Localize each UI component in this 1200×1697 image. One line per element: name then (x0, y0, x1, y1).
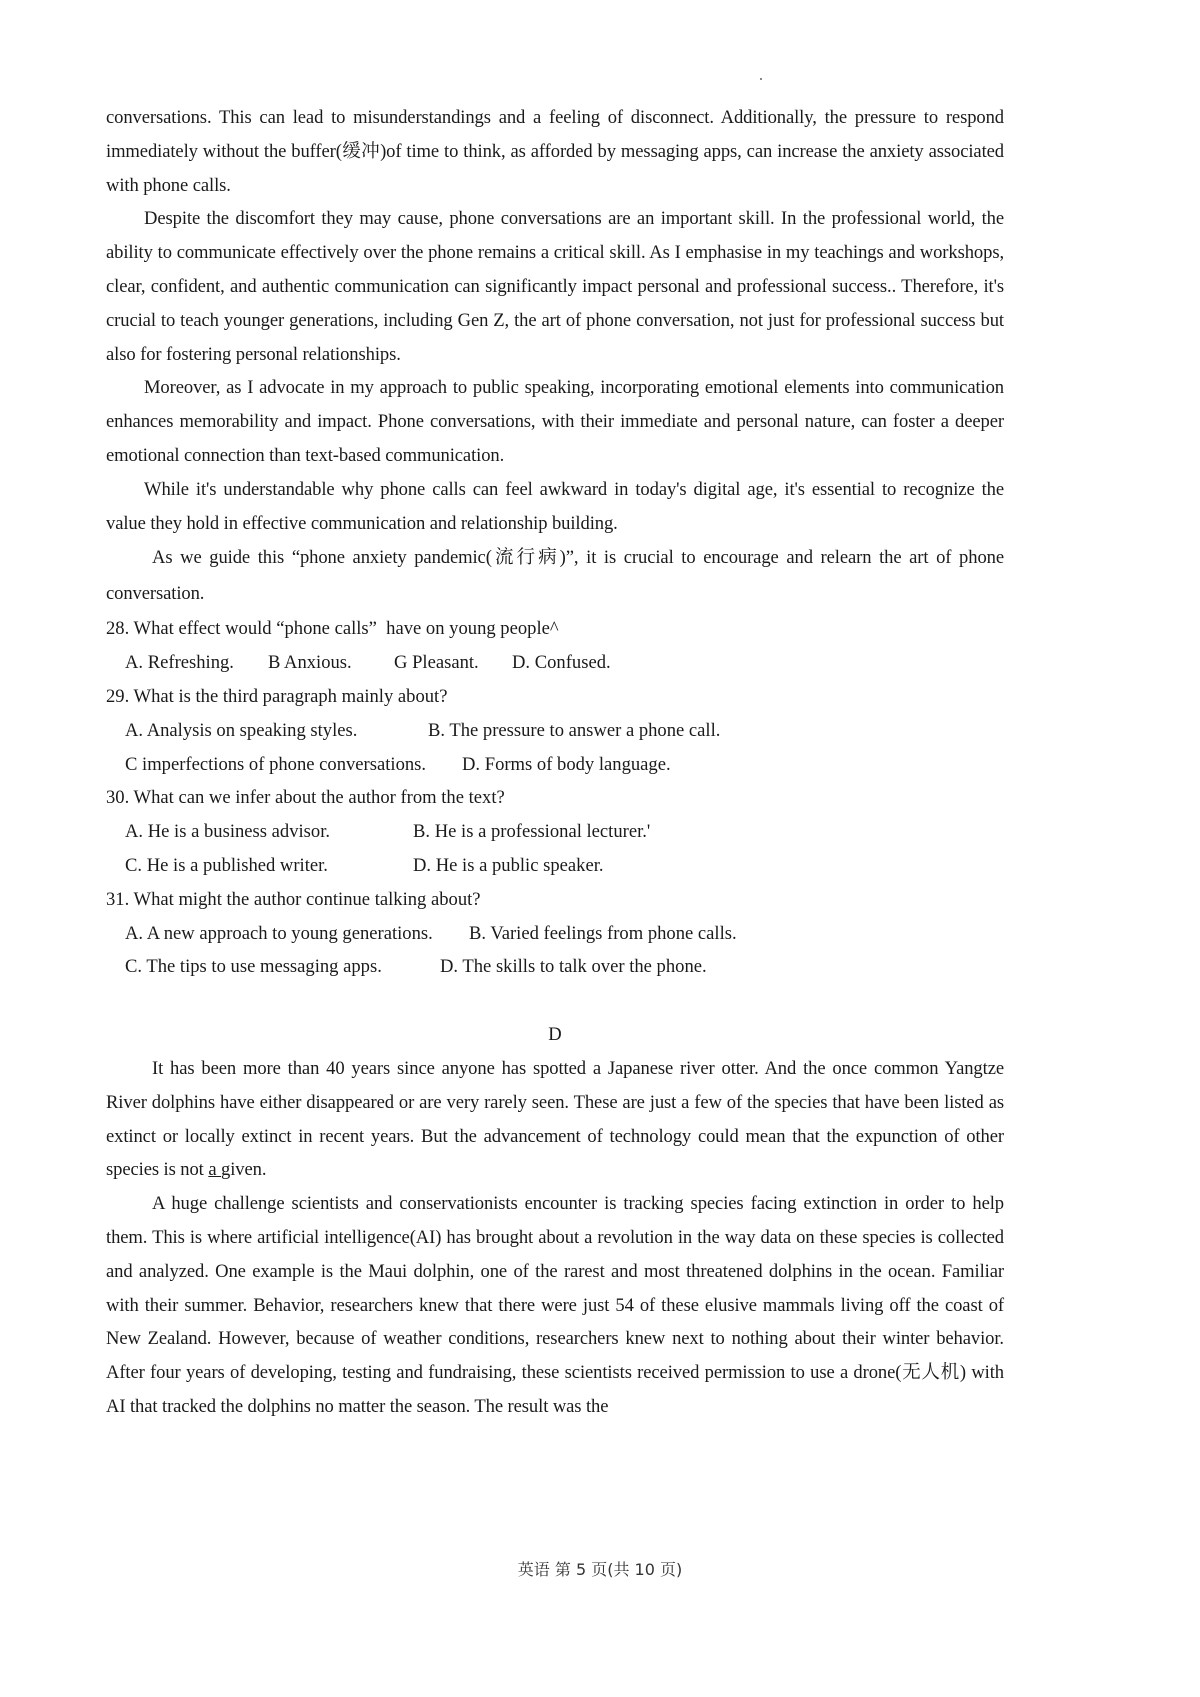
question-stem: 29. What is the third paragraph mainly about? (106, 685, 448, 707)
question-stem: 28. What effect would “phone calls” have on young people^ (106, 618, 559, 640)
options-row (106, 815, 1004, 849)
options-row (106, 950, 1004, 984)
option-a[interactable]: A. A new approach to young generations. (125, 922, 433, 944)
options-row (106, 748, 1004, 782)
question-stem: 30. What can we infer about the author from the text? (106, 787, 505, 809)
paragraph-d-2: A huge challenge scientists and conservationists encounter is tracking species facing extinction in order to help them. This is where artificial intelligence(AI) has brought about a revolution in the way data on these species is collected and analyzed. One example is the Maui dolphin, one of the rarest and most threatened dolphins in the ocean. Familiar with their summer. Behavior, researchers knew that there were just 54 of these elusive mammals living off the coast of New Zealand. However, because of weather conditions, researchers knew next to nothing about their winter behavior. After four years of developing, testing and fundraising, these scientists received permission to use a drone(无人机) with AI that tracked the dolphins no matter the season. The result was the (106, 1193, 1004, 1417)
option-c[interactable]: C imperfections of phone conversations. (125, 753, 427, 775)
options-row (106, 849, 1004, 883)
options-row (106, 714, 1004, 748)
question-29 (106, 680, 1004, 781)
option-a[interactable]: A. He is a business advisor. (125, 821, 331, 843)
question-30 (106, 781, 1004, 882)
option-c[interactable]: G Pleasant. (394, 652, 479, 674)
options-row (106, 917, 1004, 951)
option-d[interactable]: D. Forms of body language. (462, 753, 671, 775)
paragraph-d-1-text: It has been more than 40 years since anyone has spotted a Japanese river otter. And the once common Yangtze River dolphins have either disappeared or are very rarely seen. These are just a few of the species that have been listed as extinct or locally extinct in recent years. But the advancement of technology could mean that the expunction of other species is not (106, 1057, 1004, 1181)
paragraph-d-1-end: given. (221, 1159, 267, 1181)
page-footer: 英语 第 5 页(共 10 页) (517, 1560, 683, 1579)
section-title-d: D (548, 1024, 562, 1046)
option-d[interactable]: D. Confused. (512, 652, 611, 674)
scan-artifact-dot (760, 78, 762, 80)
paragraph-c-continued-1: conversations. This can lead to misunderstandings and a feeling of disconnect. Additionally, the pressure to respond immediately without the buffer(缓冲)of time to think, as afforded by messaging apps, can increase the anxiety associated with phone calls. (106, 107, 1004, 196)
underlined-word: a (208, 1159, 222, 1181)
paragraph-c-continued-2: Despite the discomfort they may cause, phone conversations are an important skill. In the professional world, the ability to communicate effectively over the phone remains a critical skill. As I emphasise in my teachings and workshops, clear, confident, and authentic communication can significantly impact personal and professional success.. Therefore, it's crucial to teach younger generations, including Gen Z, the art of phone conversation, not just for professional success but also for fostering personal relationships. (106, 208, 1004, 365)
option-b[interactable]: B. Varied feelings from phone calls. (469, 922, 737, 944)
question-31 (106, 883, 1004, 984)
option-b[interactable]: B. The pressure to answer a phone call. (428, 719, 721, 741)
paragraph-c-continued-3: Moreover, as I advocate in my approach to public speaking, incorporating emotional elements into communication enhances memorability and impact. Phone conversations, with their immediate and personal nature, can foster a deeper emotional connection than text-based communication. (106, 377, 1004, 466)
question-28 (106, 612, 1004, 680)
exam-page (106, 101, 1004, 1424)
question-stem: 31. What might the author continue talking about? (106, 888, 481, 910)
option-a[interactable]: A. Analysis on speaking styles. (125, 719, 358, 741)
option-d[interactable]: D. He is a public speaker. (413, 854, 604, 876)
option-a[interactable]: A. Refreshing. (125, 652, 234, 674)
paragraph-d-1 (106, 1052, 1004, 1187)
option-c[interactable]: C. The tips to use messaging apps. (125, 956, 382, 978)
option-b[interactable]: B Anxious. (268, 652, 352, 674)
paragraph-c-continued-5: As we guide this “phone anxiety pandemic(流行病)”, it is crucial to encourage and relearn the art of phone conversation. (106, 547, 1004, 605)
paragraph-c-continued-4: While it's understandable why phone calls can feel awkward in today's digital age, it's essential to recognize the value they hold in effective communication and relationship building. (106, 478, 1004, 534)
option-b[interactable]: B. He is a professional lecturer.' (413, 821, 651, 843)
option-c[interactable]: C. He is a published writer. (125, 854, 328, 876)
option-d[interactable]: D. The skills to talk over the phone. (440, 956, 707, 978)
options-row (106, 646, 1004, 680)
